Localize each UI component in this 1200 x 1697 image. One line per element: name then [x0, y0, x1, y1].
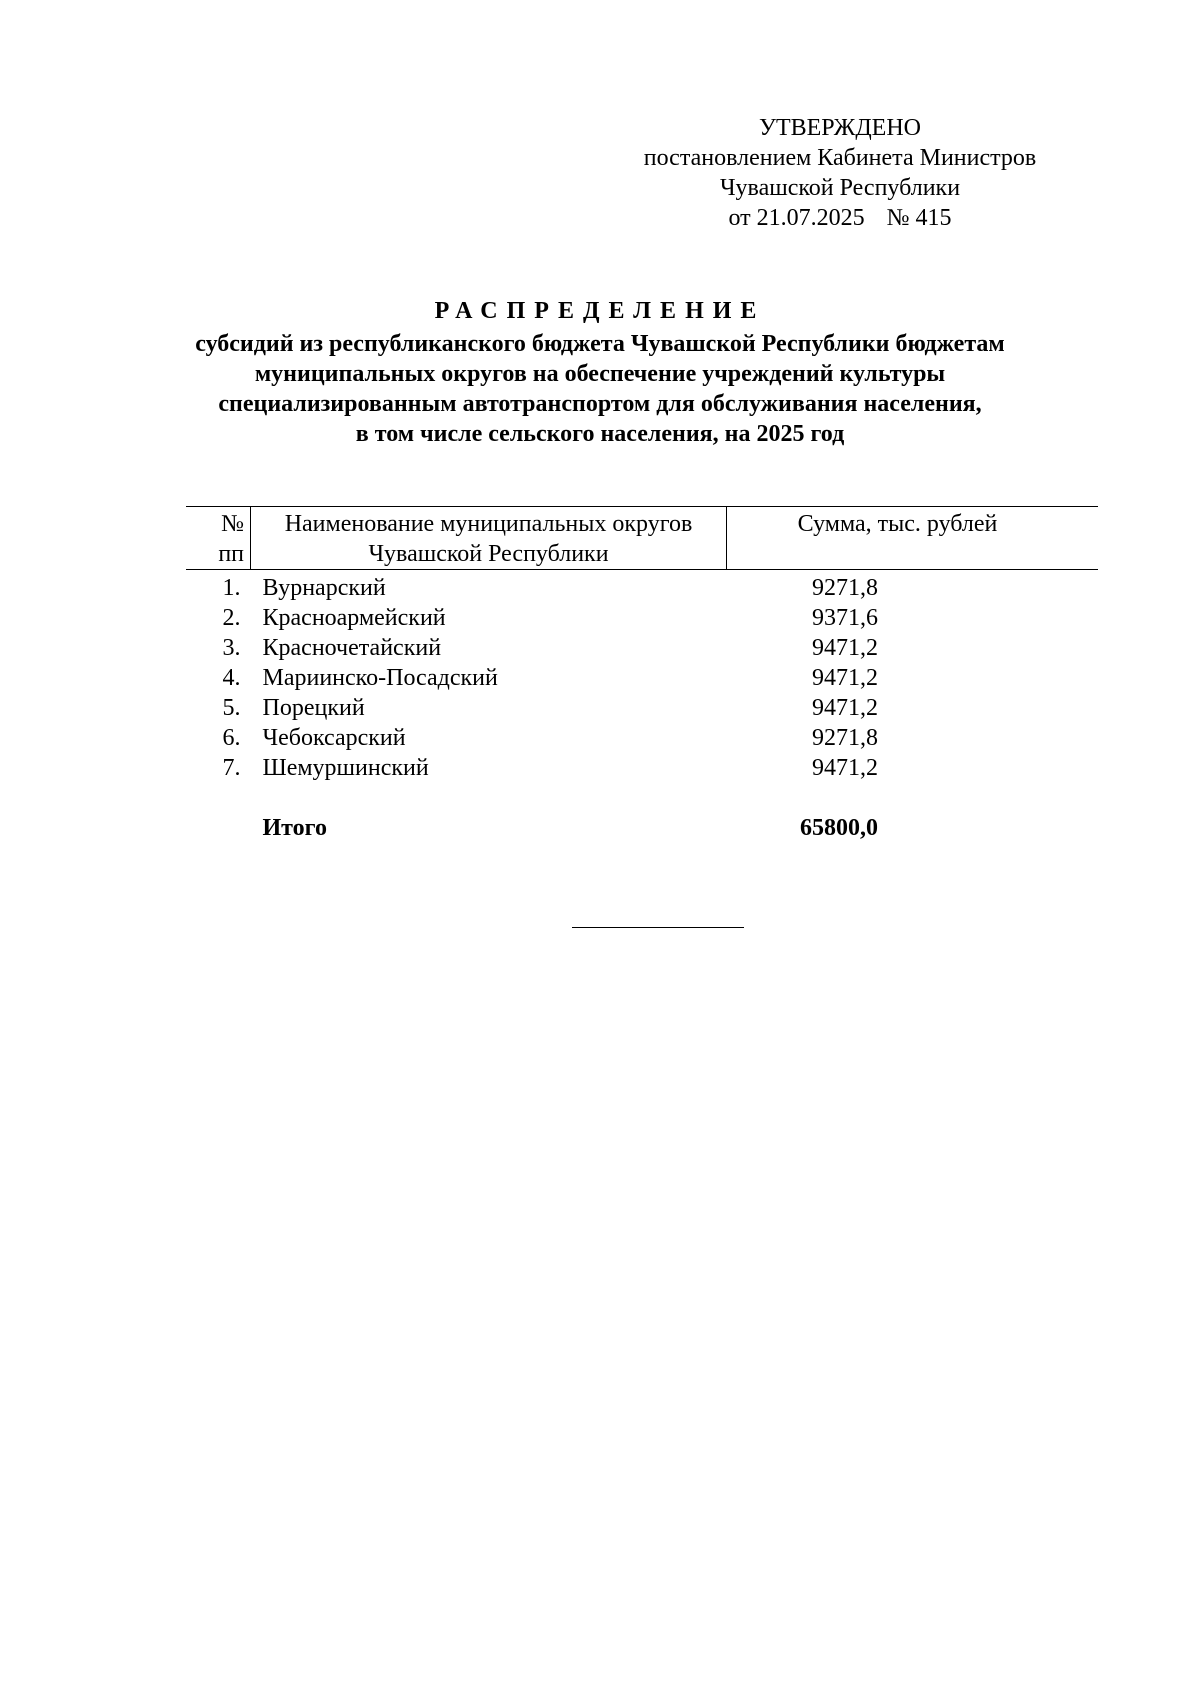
total-label: Итого [262, 815, 327, 841]
approval-line-resolution: постановлением Кабинета Министров [643, 145, 1037, 171]
title-heading: РАСПРЕДЕЛЕНИЕ [434, 298, 766, 324]
approval-date: от 21.07.2025 [728, 205, 865, 231]
header-district-name: Наименование муниципальных округов Чувашской Республики [251, 507, 727, 570]
row-number: 6. [222, 725, 241, 751]
row-number: 3. [222, 635, 241, 661]
row-number: 5. [222, 695, 241, 721]
title-line: в том числе сельского населения, на 2025 год [355, 421, 845, 447]
approval-status: УТВЕРЖДЕНО [758, 115, 922, 141]
table-row [186, 693, 1098, 723]
row-sum: 9271,8 [812, 725, 878, 751]
total-sum: 65800,0 [800, 815, 878, 841]
row-district: Чебоксарский [262, 725, 406, 751]
title-line: субсидий из республиканского бюджета Чувашской Республики бюджетам [195, 331, 1005, 357]
row-sum: 9471,2 [812, 755, 878, 781]
table-spacer-row [186, 783, 1098, 813]
approval-line-republic: Чувашской Республики [719, 175, 961, 201]
table-row [186, 633, 1098, 663]
title-line: специализированным автотранспортом для обслуживания населения, [218, 391, 982, 417]
row-district: Мариинско-Посадский [262, 665, 498, 691]
row-sum: 9271,8 [812, 575, 878, 601]
table-row [186, 570, 1098, 604]
table-row [186, 603, 1098, 633]
row-sum: 9371,6 [812, 605, 878, 631]
table-total-row [186, 813, 1098, 843]
row-district: Вурнарский [262, 575, 386, 601]
row-sum: 9471,2 [812, 635, 878, 661]
header-number: № пп [186, 507, 251, 570]
row-number: 4. [222, 665, 241, 691]
row-number: 2. [222, 605, 241, 631]
row-number: 1. [222, 575, 241, 601]
approval-date-line [640, 203, 1040, 233]
row-district: Красночетайский [262, 635, 442, 661]
end-divider [572, 927, 744, 928]
row-sum: 9471,2 [812, 695, 878, 721]
table-row [186, 753, 1098, 783]
approval-stamp [640, 113, 1040, 233]
row-number: 7. [222, 755, 241, 781]
title-line: муниципальных округов на обеспечение учреждений культуры [254, 361, 946, 387]
table-row [186, 663, 1098, 693]
table-row [186, 723, 1098, 753]
row-district: Порецкий [262, 695, 365, 721]
table-header-row [186, 507, 1098, 570]
row-district: Красноармейский [262, 605, 446, 631]
document-title [150, 296, 1050, 449]
approval-number: № 415 [886, 205, 952, 231]
row-district: Шемуршинский [262, 755, 429, 781]
row-sum: 9471,2 [812, 665, 878, 691]
header-sum: Сумма, тыс. рублей [727, 507, 1099, 570]
distribution-table [186, 506, 1098, 843]
